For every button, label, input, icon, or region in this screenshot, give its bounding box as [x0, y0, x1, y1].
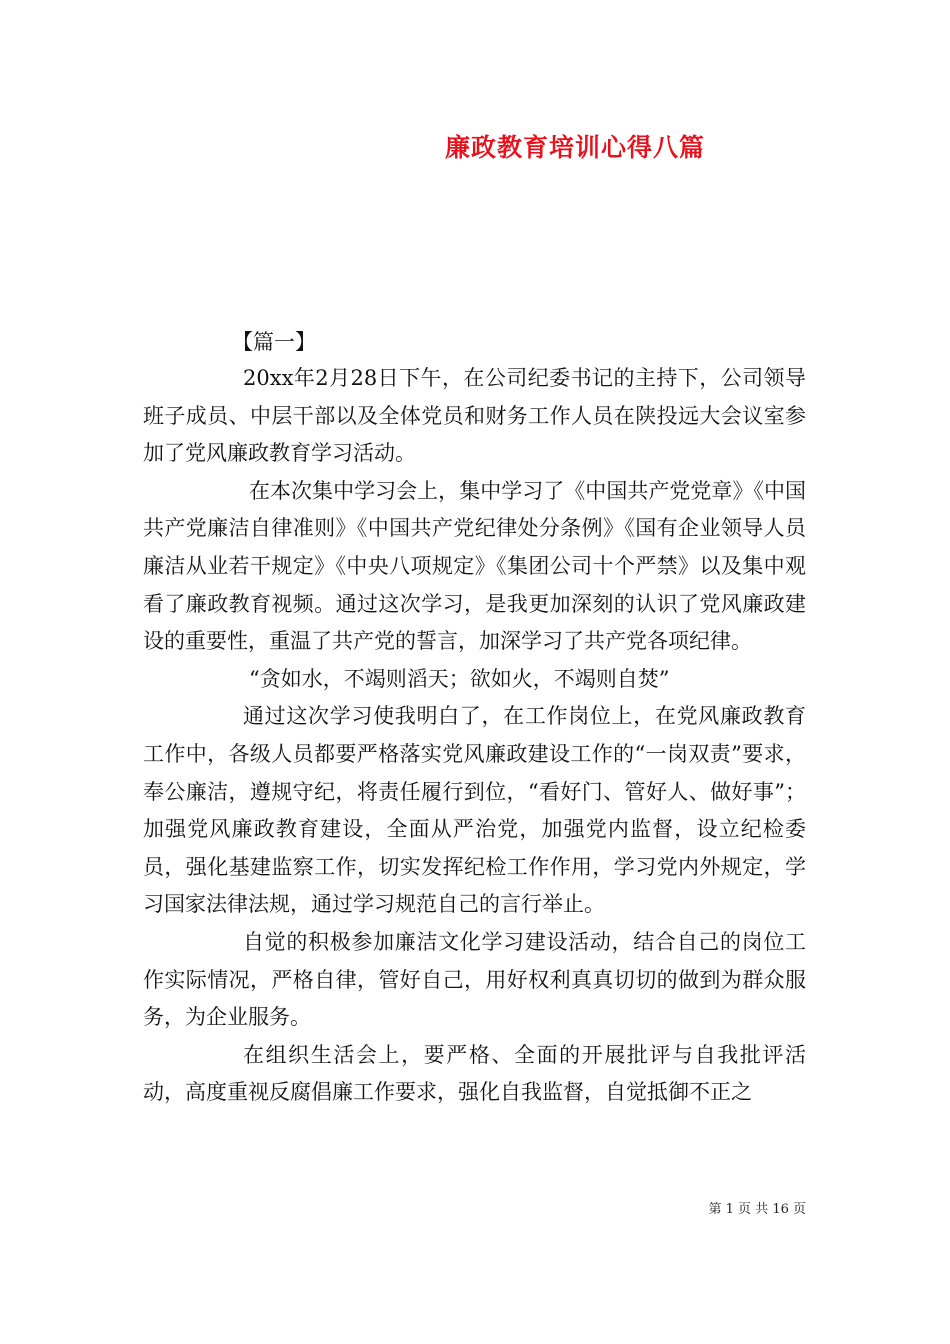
- paragraph-3: 通过这次学习使我明白了，在工作岗位上，在党风廉政教育工作中，各级人员都要严格落实党风廉政建设工作的“一岗双责”要求，奉公廉洁，遵规守纪，将责任履行到位，“看好门、管好人、做好事”；加强党风廉政教育建设，全面从严治党，加强党内监督，设立纪检委员，强化基建监察工作，切实发挥纪检工作作用，学习党内外规定，学习国家法律法规，通过学习规范自己的言行举止。: [143, 704, 806, 917]
- section-heading: 【篇一】: [232, 330, 316, 354]
- paragraph-4: 自觉的积极参加廉洁文化学习建设活动，结合自己的岗位工作实际情况，严格自律，管好自己，用好权利真真切切的做到为群众服务，为企业服务。: [143, 929, 806, 1030]
- document-body: [143, 360, 806, 1112]
- paragraph-2: 在本次集中学习会上，集中学习了《中国共产党党章》《中国共产党廉洁自律准则》《中国共产党纪律处分条例》《国有企业领导人员廉洁从业若干规定》《中央八项规定》《集团公司十个严禁》以及集中观看了廉政教育视频。通过这次学习，是我更加深刻的认识了党风廉政建设的重要性，重温了共产党的誓言，加深学习了共产党各项纪律。: [143, 478, 806, 654]
- paragraph-5: 在组织生活会上，要严格、全面的开展批评与自我批评活动，高度重视反腐倡廉工作要求，强化自我监督，自觉抵御不正之: [143, 1042, 806, 1105]
- paragraph-1: 20xx年2月28日下午，在公司纪委书记的主持下，公司领导班子成员、中层干部以及全体党员和财务工作人员在陕投远大会议室参加了党风廉政教育学习活动。: [143, 366, 806, 466]
- document-title: 廉政教育培训心得八篇: [444, 133, 705, 162]
- quote-line: “贪如水，不竭则滔天；欲如火，不竭则自焚”: [249, 666, 670, 691]
- page-number-footer: 第 1 页 共 16 页: [708, 1202, 806, 1217]
